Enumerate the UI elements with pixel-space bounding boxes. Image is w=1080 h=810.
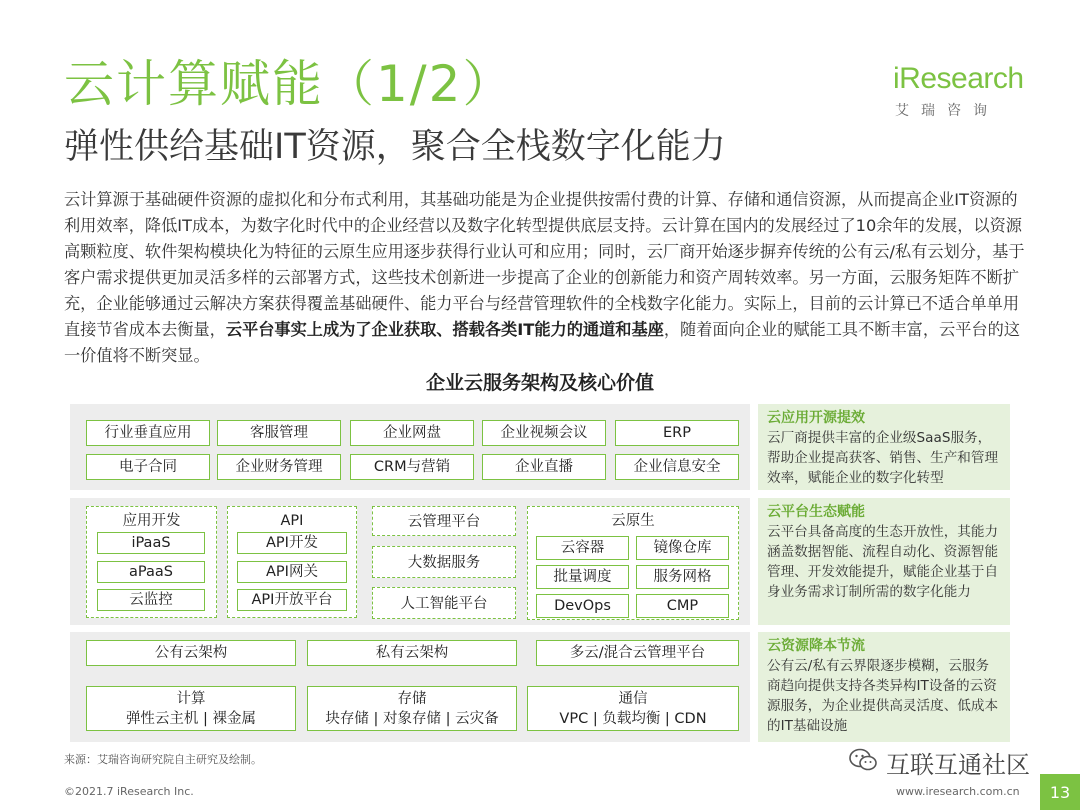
big-data-service <box>372 546 516 578</box>
platform-item: iPaaS <box>97 532 205 554</box>
app-box: 企业直播 <box>482 454 606 480</box>
copyright: ©2021.7 iResearch Inc. <box>64 785 194 798</box>
page-subtitle: 弹性供给基础IT资源，聚合全栈数字化能力 <box>64 127 726 167</box>
app-box: 客服管理 <box>217 420 341 446</box>
infra-desc: 弹性云主机 | 裸金属 <box>125 710 257 727</box>
side-panel-heading: 云应用开源提效 <box>767 410 865 426</box>
group-heading: 应用开发 <box>122 513 181 529</box>
logo-brand-sub: 艾瑞咨询 <box>895 103 999 119</box>
side-panel-app <box>758 404 1010 490</box>
group-heading: API <box>280 513 304 529</box>
arch-box: 公有云架构 <box>86 640 296 666</box>
ai-platform <box>372 587 516 619</box>
wechat-icon <box>848 747 878 782</box>
side-panel-infra <box>758 632 1010 742</box>
app-box: 电子合同 <box>86 454 210 480</box>
watermark-text: 互联互通社区 <box>886 750 1030 779</box>
iresearch-logo <box>893 60 1023 124</box>
page-title: 云计算赋能（1/2） <box>64 55 515 113</box>
group-heading: 云管理平台 <box>407 514 481 530</box>
cloud-mgmt-platform <box>372 506 516 536</box>
side-panel-text: 公有云/私有云界限逐步模糊，云服务商趋向提供支持各类异构IT设备的云资源服务，为企业提供高灵活度、低成本的IT基础设施 <box>767 658 999 734</box>
side-panel-heading: 云资源降本节流 <box>767 638 865 654</box>
infra-desc: 块存储 | 对象存储 | 云灾备 <box>325 710 499 727</box>
app-box: 行业垂直应用 <box>86 420 210 446</box>
infra-name: 计算 <box>176 690 206 707</box>
arch-box: 私有云架构 <box>307 640 517 666</box>
body-text-main: 云计算源于基础硬件资源的虚拟化和分布式利用，其基础功能是为企业提供按需付费的计算、存储和通信资源，从而提高企业IT资源的利用效率，降低IT成本，为数字化时代中的企业经营以及数字化转型提供底层支持。云计算在国内的发展经过了10余年的发展，以资源高颗粒度、软件架构模块化为特征的云原生应用逐步获得行业认可和应用；同时，云厂商开始逐步摒弃传统的公有云/私有云划分，基于客户需求提供更加灵活多样的云部署方式，这些技术创新进一步提高了企业的创新能力和资产周转效率。另一方面，云服务矩阵不断扩充，企业能够通过云解决方案获得覆盖基础硬件、能力平台与经营管理软件的全栈数字化能力。实际上，目前的云计算已不适合单单用直接节省成本去衡量， <box>64 190 1025 339</box>
platform-item: 云容器 <box>536 536 629 560</box>
platform-item: 镜像仓库 <box>636 536 729 560</box>
platform-item: API网关 <box>237 561 347 583</box>
platform-item: 云监控 <box>97 589 205 611</box>
infra-name: 通信 <box>618 690 648 707</box>
logo-brand: iResearch <box>893 62 1024 95</box>
group-heading: 大数据服务 <box>407 555 481 571</box>
platform-item: aPaaS <box>97 561 205 583</box>
platform-item: DevOps <box>536 594 629 618</box>
app-box: CRM与营销 <box>350 454 474 480</box>
app-box: 企业视频会议 <box>482 420 606 446</box>
platform-item: API开发 <box>237 532 347 554</box>
app-box: 企业财务管理 <box>217 454 341 480</box>
page-number: 13 <box>1040 774 1080 810</box>
body-text-end: ，随着面向企业的赋能工具不断丰富，云平台的这一价值将不断突显。 <box>64 320 1020 365</box>
body-text-emphasis: 云平台事实上成为了企业获取、搭载各类IT能力的通道和基座 <box>225 320 664 339</box>
watermark <box>848 747 1030 782</box>
group-heading: 人工智能平台 <box>400 596 488 612</box>
platform-item: CMP <box>636 594 729 618</box>
infra-name: 存储 <box>397 690 427 707</box>
side-panel-text: 云厂商提供丰富的企业级SaaS服务，帮助企业提高获客、销售、生产和管理效率，赋能企业的数字化转型 <box>767 430 999 486</box>
website-link[interactable]: www.iresearch.com.cn <box>896 785 1020 798</box>
side-panel-platform <box>758 498 1010 625</box>
source-note: 来源：艾瑞咨询研究院自主研究及绘制。 <box>64 753 262 766</box>
infra-box-compute <box>86 686 296 731</box>
platform-item: API开放平台 <box>237 589 347 611</box>
side-panel-text: 云平台具备高度的生态开放性，其能力涵盖数据智能、流程自动化、资源智能管理、开发效能提升，赋能企业基于自身业务需求订制所需的数字化能力 <box>767 524 999 600</box>
app-box: ERP <box>615 420 739 446</box>
platform-item: 服务网格 <box>636 565 729 589</box>
arch-box: 多云/混合云管理平台 <box>536 640 739 666</box>
diagram-title: 企业云服务架构及核心价值 <box>425 372 654 394</box>
infra-desc: VPC | 负载均衡 | CDN <box>559 710 707 727</box>
app-box: 企业信息安全 <box>615 454 739 480</box>
platform-item: 批量调度 <box>536 565 629 589</box>
group-heading: 云原生 <box>611 513 655 529</box>
side-panel-heading: 云平台生态赋能 <box>767 504 865 520</box>
infra-box-storage <box>307 686 517 731</box>
body-paragraph <box>64 187 1028 369</box>
app-box: 企业网盘 <box>350 420 474 446</box>
infra-box-network <box>527 686 739 731</box>
